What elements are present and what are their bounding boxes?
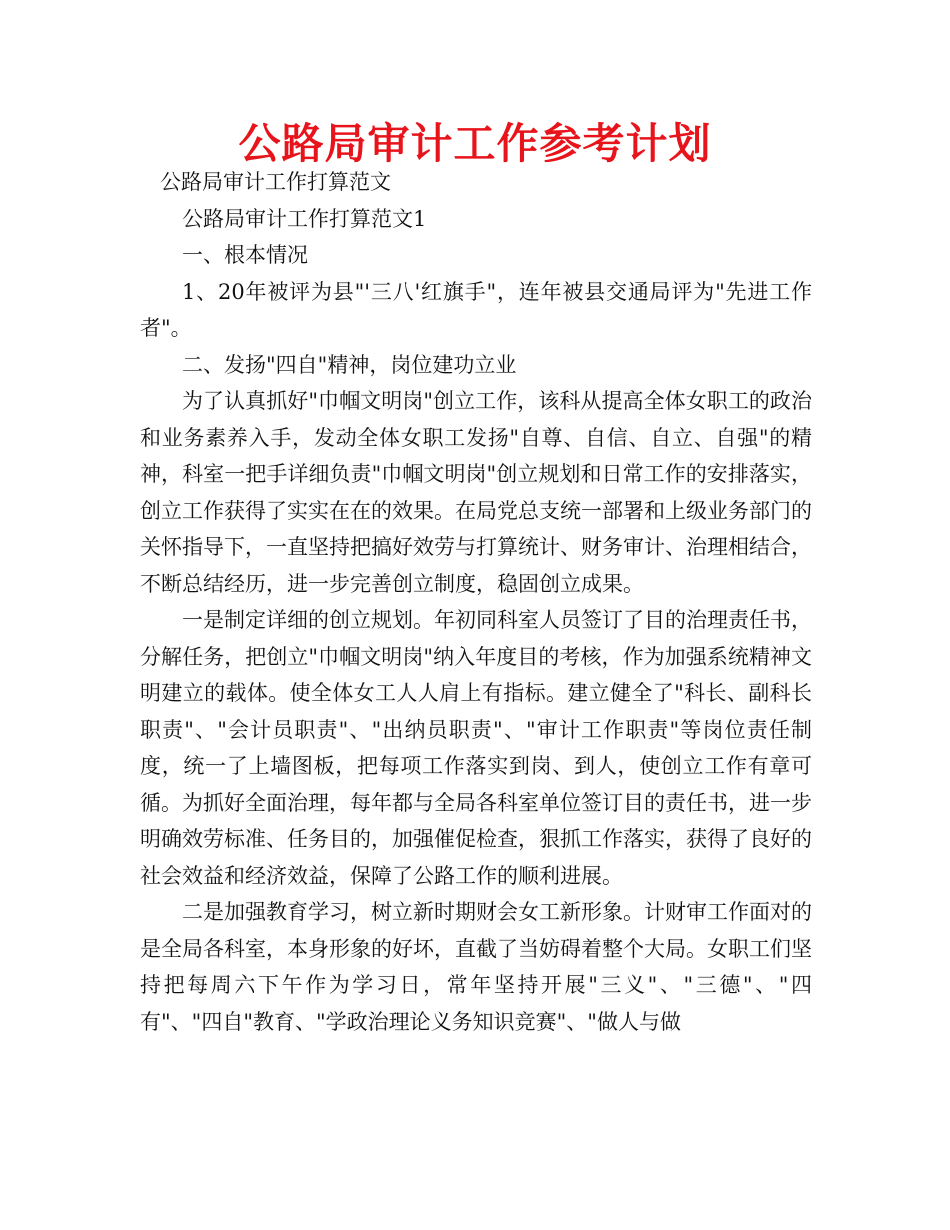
document-title: 公路局审计工作参考计划: [238, 119, 712, 168]
paragraph: 一是制定详细的创立规划。年初同科室人员签订了目的治理责任书，分解任务，把创立"巾帼文明岗"纳入年度目的考核，作为加强系统精神文明建立的载体。使全体女工人人肩上有指标。建立健全了"科长、副科长职责"、"会计员职责"、"出纳员职责"、"审计工作职责"等岗位责任制度，统一了上墙图板，把每项工作落实到岗、到人，使创立工作有章可循。为抓好全面治理，每年都与全局各科室单位签订目的责任书，进一步明确效劳标准、任务目的，加强催促检查，狠抓工作落实，获得了良好的社会效益和经济效益，保障了公路工作的顺利进展。: [140, 608, 812, 888]
document-subtitle: 公路局审计工作打算范文: [160, 170, 391, 194]
paragraph: 二是加强教育学习，树立新时期财会女工新形象。计财审工作面对的是全局各科室，本身形象的好坏，直截了当妨碍着整个大局。女职工们坚持把每周六下午作为学习日，常年坚持开展"三义"、"三德"、"四有"、"四自"教育、"学政治理论义务知识竞赛"、"做人与做: [140, 900, 812, 1034]
paragraph: 为了认真抓好"巾帼文明岗"创立工作，该科从提高全体女职工的政治和业务素养入手，发动全体女职工发扬"自尊、自信、自立、自强"的精神，科室一把手详细负责"巾帼文明岗"创立规划和日常工作的安排落实，创立工作获得了实实在在的效果。在局党总支统一部署和上级业务部门的关怀指导下，一直坚持把搞好效劳与打算统计、财务审计、治理相结合，不断总结经历，进一步完善创立制度，稳固创立成果。: [140, 389, 812, 596]
document-body: [140, 164, 812, 1040]
paragraph: 1、20年被评为县"'三八'红旗手"，连年被县交通局评为"先进工作者"。: [140, 279, 812, 340]
paragraph: 公路局审计工作打算范文1: [182, 206, 427, 231]
paragraph: 一、根本情况: [182, 243, 308, 267]
paragraph: 二、发扬"四自"精神，岗位建功立业: [182, 352, 517, 377]
